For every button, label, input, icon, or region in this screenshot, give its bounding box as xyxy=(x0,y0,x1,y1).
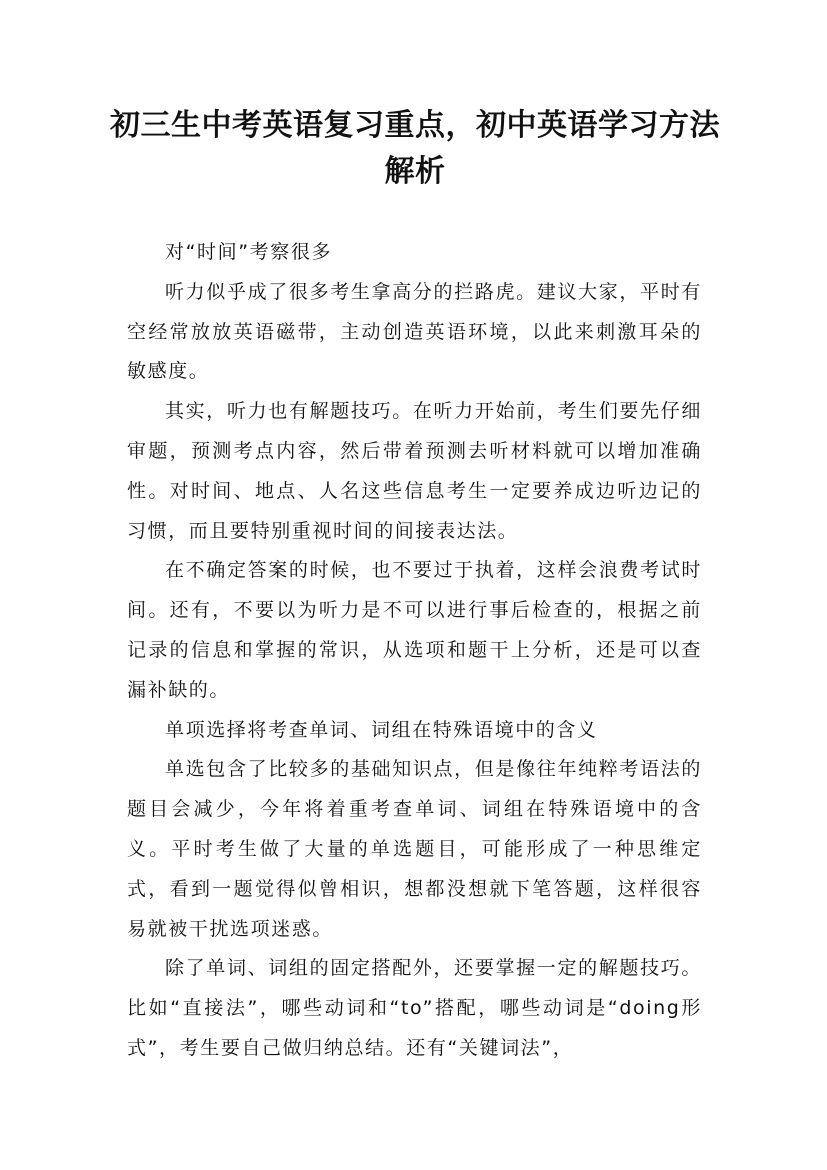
section-heading: 单项选择将考查单词、词组在特殊语境中的含义 xyxy=(165,718,598,741)
paragraph: 除了单词、词组的固定搭配外，还要掌握一定的解题技巧。比如“直接法”，哪些动词和“to”搭配，哪些动词是“doing形式”，考生要自己做归纳总结。还有“关键词法”， xyxy=(127,957,702,1059)
section-heading: 对“时间”考察很多 xyxy=(165,241,333,263)
document-body xyxy=(127,233,702,1069)
paragraph: 听力似乎成了很多考生拿高分的拦路虎。建议大家，平时有空经常放放英语磁带，主动创造英语环境，以此来刺激耳朵的敏感度。 xyxy=(127,280,702,383)
paragraph: 单选包含了比较多的基础知识点，但是像往年纯粹考语法的题目会减少，今年将着重考查单词、词组在特殊语境中的含义。平时考生做了大量的单选题目，可能形成了一种思维定式，看到一题觉得似曾相识，想都没想就下笔答题，这样很容易就被干扰选项迷惑。 xyxy=(127,758,702,940)
paragraph: 其实，听力也有解题技巧。在听力开始前，考生们要先仔细审题，预测考点内容，然后带着预测去听材料就可以增加准确性。对时间、地点、人名这些信息考生一定要养成边听边记的习惯，而且要特别重视时间的间接表达法。 xyxy=(127,400,702,542)
paragraph: 在不确定答案的时候，也不要过于执着，这样会浪费考试时间。还有，不要以为听力是不可以进行事后检查的，根据之前记录的信息和掌握的常识，从选项和题干上分析，还是可以查漏补缺的。 xyxy=(127,559,702,701)
document-title: 初三生中考英语复习重点，初中英语学习方法解析 xyxy=(110,108,720,189)
